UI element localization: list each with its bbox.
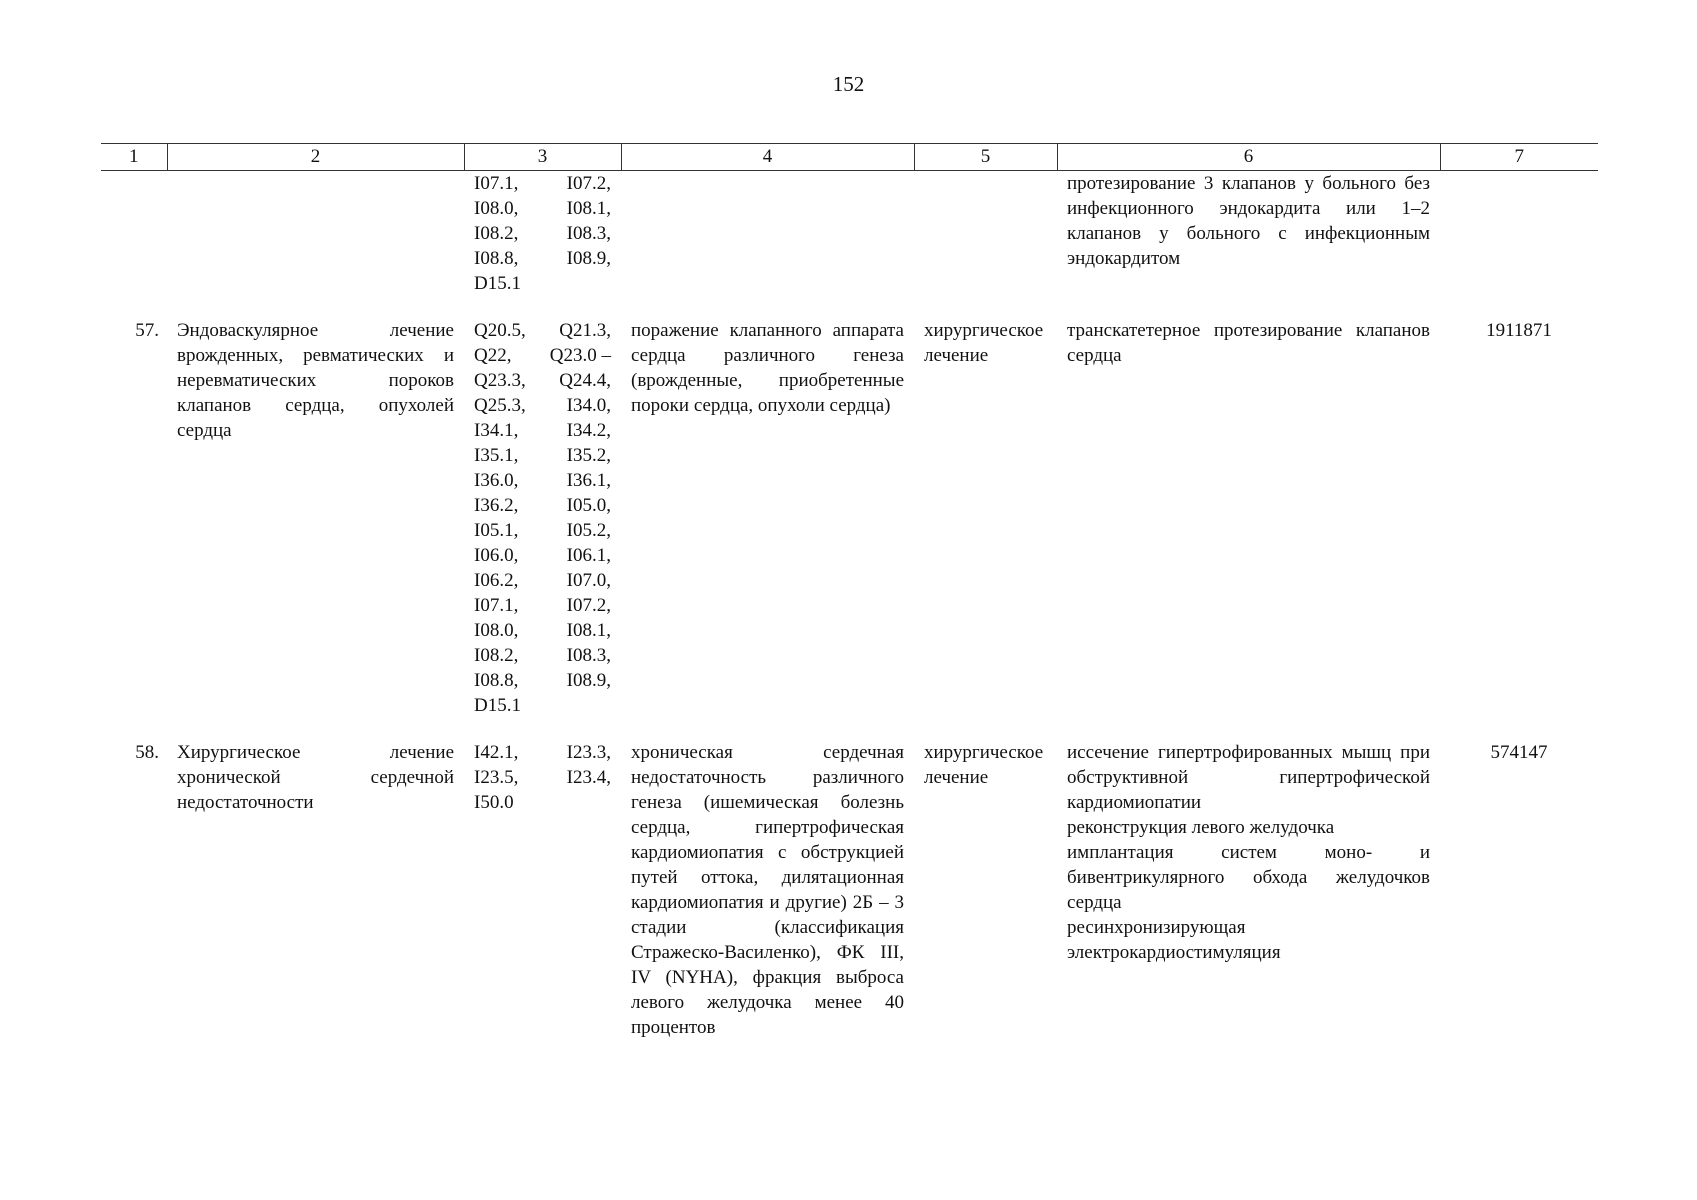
- icd-codes-cell: [464, 171, 621, 297]
- page-number: 152: [832, 72, 865, 96]
- treatment-method: ресинхронизирующая электрокардиостимуляция: [1067, 917, 1281, 963]
- table-header: [101, 144, 1598, 171]
- icd-code: I08.9,: [566, 248, 611, 269]
- diagnosis-cell: [621, 740, 914, 1040]
- icd-code-line: [474, 543, 611, 568]
- icd-code: I34.2,: [566, 420, 611, 441]
- treatment-type-cell: [914, 318, 1057, 718]
- icd-code: Q23.3,: [474, 370, 526, 391]
- icd-code-line: [474, 740, 611, 765]
- icd-code: I35.1,: [474, 445, 519, 466]
- medical-care-table: [101, 143, 1598, 1040]
- care-name: Хирургическое лечение хронической сердечной недостаточности: [177, 742, 454, 813]
- icd-code: Q21.3,: [559, 320, 611, 341]
- icd-code-line: [474, 343, 611, 368]
- icd-code: I08.1,: [566, 198, 611, 219]
- icd-code: I08.8,: [474, 248, 519, 269]
- icd-code: I08.3,: [566, 645, 611, 666]
- price: 574147: [1490, 742, 1548, 763]
- icd-code: I08.0,: [474, 620, 519, 641]
- icd-code-line: [474, 196, 611, 221]
- treatment-method: имплантация систем моно- и бивентрикулярного обхода желудочков сердца: [1067, 842, 1430, 913]
- price: 1911871: [1486, 320, 1552, 341]
- icd-codes: [474, 318, 611, 718]
- icd-code: I34.0,: [566, 395, 611, 416]
- icd-code: I08.9,: [566, 670, 611, 691]
- treatment-methods-cell: [1057, 318, 1440, 718]
- icd-code-line: [474, 171, 611, 196]
- treatment-type-cell: [914, 740, 1057, 1040]
- column-header-2: 2: [167, 144, 464, 171]
- icd-code: I06.1,: [566, 545, 611, 566]
- icd-code: I08.8,: [474, 670, 519, 691]
- icd-code-line: [474, 568, 611, 593]
- icd-code-line: [474, 668, 611, 693]
- icd-code: I23.5,: [474, 767, 519, 788]
- column-header-7: 7: [1440, 144, 1598, 171]
- treatment-methods-cell: [1057, 740, 1440, 1040]
- icd-code-line: [474, 418, 611, 443]
- icd-code-line: [474, 493, 611, 518]
- icd-code: Q24.4,: [559, 370, 611, 391]
- icd-code: I08.3,: [566, 223, 611, 244]
- icd-code-line: [474, 693, 611, 718]
- icd-code: I36.1,: [566, 470, 611, 491]
- column-header-1: 1: [101, 144, 167, 171]
- icd-code: I07.1,: [474, 173, 519, 194]
- icd-code-line: [474, 221, 611, 246]
- icd-code: I07.2,: [566, 595, 611, 616]
- diagnosis: хроническая сердечная недостаточность различного генеза (ишемическая болезнь сердца, гипертрофическая кардиомиопатия с обструкцией путей оттока, дилятационная кардиомиопатия и другие) 2Б – 3 стадии (классификация Стражеско-Василенко), ФК III, IV (NYHA), фракция выброса левого желудочка менее 40 процентов: [631, 742, 904, 1038]
- icd-code-line: [474, 618, 611, 643]
- icd-code-line: [474, 443, 611, 468]
- icd-code: Q22,: [474, 345, 512, 366]
- icd-code-line: [474, 643, 611, 668]
- row-number: 58.: [135, 742, 159, 763]
- icd-code-line: [474, 765, 611, 790]
- icd-code: I36.2,: [474, 495, 519, 516]
- diagnosis-cell: [621, 318, 914, 718]
- icd-code-line: [474, 393, 611, 418]
- treatment-type: хирургическое лечение: [924, 320, 1044, 366]
- icd-code: Q25.3,: [474, 395, 526, 416]
- icd-code-line: [474, 593, 611, 618]
- icd-code: I50.0: [474, 792, 514, 813]
- icd-code-line: [474, 246, 611, 271]
- icd-codes-cell: [464, 318, 621, 718]
- icd-code: I08.0,: [474, 198, 519, 219]
- column-header-6: 6: [1057, 144, 1440, 171]
- icd-code: I06.2,: [474, 570, 519, 591]
- icd-code: I08.1,: [566, 620, 611, 641]
- icd-code: I08.2,: [474, 223, 519, 244]
- icd-code: D15.1: [474, 695, 521, 716]
- icd-code: D15.1: [474, 273, 521, 294]
- icd-code-line: [474, 271, 611, 296]
- care-name-cell: [167, 318, 464, 718]
- icd-codes: [474, 740, 611, 815]
- treatment-method: протезирование 3 клапанов у больного без инфекционного эндокардита или 1–2 клапанов у больного с инфекционным эндокардитом: [1067, 173, 1430, 269]
- icd-code: I07.1,: [474, 595, 519, 616]
- table-row: [101, 740, 1598, 1040]
- row-number: 57.: [135, 320, 159, 341]
- treatment-methods-cell: [1057, 171, 1440, 297]
- column-header-5: 5: [914, 144, 1057, 171]
- icd-code-line: [474, 468, 611, 493]
- treatment-type: хирургическое лечение: [924, 742, 1044, 788]
- icd-code: I23.4,: [566, 767, 611, 788]
- icd-code-line: [474, 790, 611, 815]
- diagnosis: поражение клапанного аппарата сердца различного генеза (врожденные, приобретенные пороки сердца, опухоли сердца): [631, 320, 904, 416]
- icd-code: I05.2,: [566, 520, 611, 541]
- care-name-cell: [167, 740, 464, 1040]
- icd-code: I42.1,: [474, 742, 519, 763]
- icd-codes-cell: [464, 740, 621, 1040]
- header-row: [101, 144, 1598, 171]
- table-row-continuation: [101, 171, 1598, 297]
- table-row: [101, 318, 1598, 718]
- icd-code: I08.2,: [474, 645, 519, 666]
- icd-code: I07.2,: [566, 173, 611, 194]
- column-header-4: 4: [621, 144, 914, 171]
- icd-code: Q23.0 –: [549, 345, 611, 366]
- icd-code: I23.3,: [566, 742, 611, 763]
- icd-code: Q20.5,: [474, 320, 526, 341]
- icd-code-line: [474, 318, 611, 343]
- column-header-3: 3: [464, 144, 621, 171]
- icd-code: I05.0,: [566, 495, 611, 516]
- icd-code-line: [474, 368, 611, 393]
- icd-code-line: [474, 518, 611, 543]
- icd-code: I07.0,: [566, 570, 611, 591]
- treatment-method: иссечение гипертрофированных мышц при обструктивной гипертрофической кардиомиопатии: [1067, 742, 1430, 813]
- treatment-method: транскатетерное протезирование клапанов сердца: [1067, 320, 1430, 366]
- care-name: Эндоваскулярное лечение врожденных, ревматических и неревматических пороков клапанов сердца, опухолей сердца: [177, 320, 454, 441]
- icd-code: I34.1,: [474, 420, 519, 441]
- icd-code: I35.2,: [566, 445, 611, 466]
- icd-code: I06.0,: [474, 545, 519, 566]
- treatment-method: реконструкция левого желудочка: [1067, 817, 1335, 838]
- icd-code: I05.1,: [474, 520, 519, 541]
- icd-code: I36.0,: [474, 470, 519, 491]
- icd-codes: [474, 171, 611, 296]
